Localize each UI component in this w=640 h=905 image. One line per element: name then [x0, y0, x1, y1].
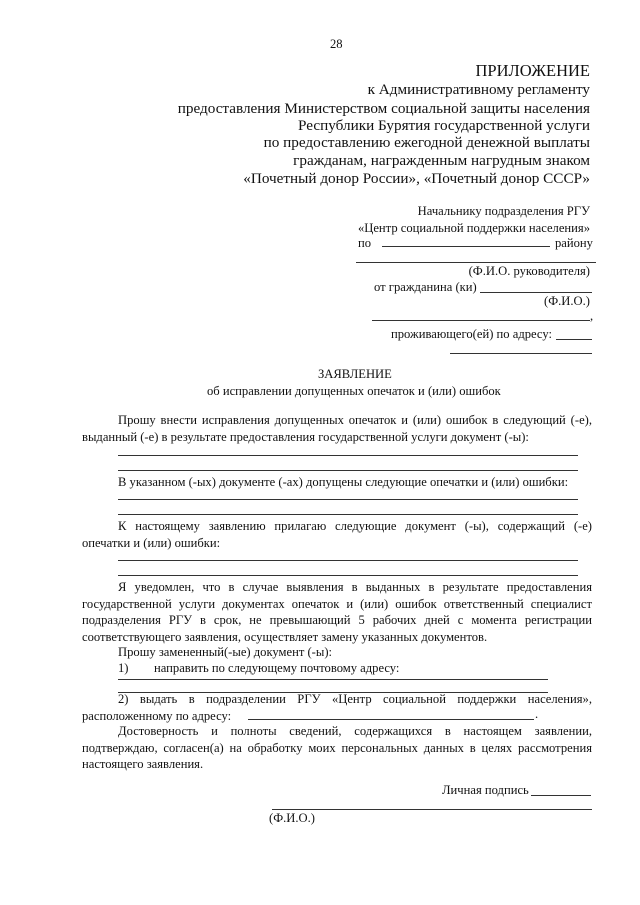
appendix-line: по предоставлению ежегодной денежной выплаты: [263, 134, 590, 151]
office-address-field[interactable]: [248, 719, 534, 720]
signer-name-caption: (Ф.И.О.): [269, 811, 315, 825]
signature-field[interactable]: [531, 795, 591, 796]
district-field[interactable]: [382, 246, 550, 247]
postal-address-field-1[interactable]: [118, 679, 548, 680]
address-field-2[interactable]: [450, 353, 592, 354]
signature-label: Личная подпись: [442, 783, 529, 797]
option-2-text: 2) выдать в подразделении РГУ «Центр социальной поддержки населения», расположенному по адресу:: [82, 692, 592, 723]
attachments-field-1[interactable]: [118, 560, 578, 561]
consent-paragraph: Достоверность и полноты сведений, содержащихся в настоящем заявлении, подтверждаю, согласен(а) на обработку моих персональных данных в целях рассмотрения настоящего заявления.: [82, 724, 592, 771]
appendix-title: ПРИЛОЖЕНИЕ: [475, 61, 590, 80]
documents-field-1[interactable]: [118, 455, 578, 456]
statement-subtitle: об исправлении допущенных опечаток и (или) ошибок: [207, 384, 501, 398]
appendix-line: к Административному регламенту: [367, 81, 590, 98]
attachments-paragraph: К настоящему заявлению прилагаю следующие документ (-ы), содержащий (-е) опечатки и (или) ошибки:: [82, 519, 592, 550]
documents-field-2[interactable]: [118, 470, 578, 471]
notice-paragraph: Я уведомлен, что в случае выявления в выданных в результате предоставления государственной услуги документах опечаток и (или) ошибок ответственный специалист подразделения РГУ в срок, не превышающий 5 рабочих дней с момента регистрации соответствующего заявления, осуществляет замену указанных документов.: [82, 580, 592, 644]
errors-paragraph: В указанном (-ых) документе (-ах) допущены следующие опечатки и (или) ошибки:: [118, 475, 569, 489]
option-2-end: .: [535, 707, 539, 721]
replacement-paragraph: Прошу замененный(-ые) документ (-ы):: [118, 645, 333, 659]
head-name-field[interactable]: [356, 262, 596, 263]
errors-field-2[interactable]: [118, 514, 578, 515]
addressee-line: «Центр социальной поддержки населения»: [357, 221, 590, 235]
appendix-line: гражданам, награжденным нагрудным знаком: [293, 152, 590, 169]
request-paragraph: Прошу внести исправления допущенных опечаток и (или) ошибок в следующий (-е), выданный (-е) в результате предоставления государственной услуги документ (-ы):: [82, 413, 592, 444]
residing-label: проживающего(ей) по адресу:: [391, 327, 552, 341]
option-1-text: направить по следующему почтовому адресу:: [154, 661, 400, 675]
from-label: от гражданина (ки): [374, 280, 477, 294]
address-field[interactable]: [556, 339, 592, 340]
district-prefix: по: [358, 236, 372, 250]
option-1-number: 1): [118, 661, 129, 675]
applicant-name-field[interactable]: [480, 292, 592, 293]
appendix-line: предоставления Министерством социальной защиты населения: [177, 100, 590, 117]
district-suffix: району: [555, 236, 593, 250]
comma: ,: [590, 309, 594, 323]
addressee-line: Начальнику подразделения РГУ: [417, 204, 590, 218]
appendix-line: «Почетный донор России», «Почетный донор СССР»: [243, 170, 590, 187]
statement-title: ЗАЯВЛЕНИЕ: [318, 367, 392, 381]
errors-field-1[interactable]: [118, 499, 578, 500]
appendix-line: Республики Бурятия государственной услуги: [298, 117, 590, 134]
signer-name-field[interactable]: [272, 809, 592, 810]
head-name-caption: (Ф.И.О. руководителя): [468, 264, 590, 278]
applicant-name-field-2[interactable]: [372, 320, 590, 321]
applicant-name-caption: (Ф.И.О.): [544, 294, 590, 308]
page-number: 28: [330, 37, 343, 51]
attachments-field-2[interactable]: [118, 575, 578, 576]
